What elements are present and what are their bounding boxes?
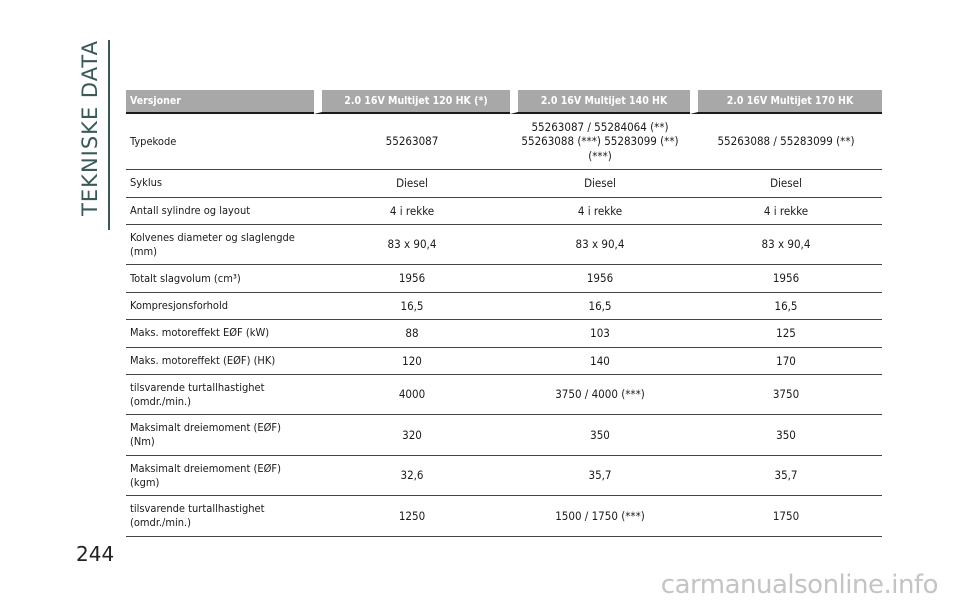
- table-row: [126, 456, 882, 497]
- row-label: Syklus: [126, 170, 314, 197]
- table-row: [126, 265, 882, 292]
- row-value: 16,5: [690, 293, 882, 320]
- row-label: Maksimalt dreiemoment (EØF) (kgm): [126, 456, 314, 497]
- row-value: Diesel: [510, 170, 690, 197]
- table-row: [126, 293, 882, 320]
- row-value: 35,7: [690, 456, 882, 497]
- header-version-120hk: 2.0 16V Multijet 120 HK (*): [314, 90, 510, 114]
- row-value: 3750: [690, 375, 882, 416]
- row-value: 1250: [314, 496, 510, 537]
- row-value: 16,5: [314, 293, 510, 320]
- watermark: carmanualsonline.info: [660, 570, 938, 600]
- row-label: Totalt slagvolum (cm³): [126, 265, 314, 292]
- row-value: 16,5: [510, 293, 690, 320]
- row-value: 125: [690, 320, 882, 347]
- row-value: 4 i rekke: [690, 198, 882, 225]
- row-value: 120: [314, 348, 510, 375]
- row-value: 4 i rekke: [510, 198, 690, 225]
- table-row: [126, 415, 882, 456]
- row-value: 35,7: [510, 456, 690, 497]
- row-value: 88: [314, 320, 510, 347]
- row-label: Maks. motoreffekt EØF (kW): [126, 320, 314, 347]
- row-value: 1956: [314, 265, 510, 292]
- page-number: 244: [76, 542, 115, 566]
- engine-spec-table: [126, 90, 882, 537]
- table-row: [126, 225, 882, 266]
- row-value: 170: [690, 348, 882, 375]
- table-row: [126, 496, 882, 537]
- row-value: 320: [314, 415, 510, 456]
- row-value: 350: [510, 415, 690, 456]
- row-label: Antall sylindre og layout: [126, 198, 314, 225]
- row-value: 32,6: [314, 456, 510, 497]
- row-value: 4000: [314, 375, 510, 416]
- row-value: 1500 / 1750 (***): [510, 496, 690, 537]
- section-title-text: TEKNISKE DATA: [78, 40, 102, 216]
- header-versions: Versjoner: [126, 90, 314, 114]
- header-version-140hk: 2.0 16V Multijet 140 HK: [510, 90, 690, 114]
- row-value: Diesel: [314, 170, 510, 197]
- row-value: 83 x 90,4: [690, 225, 882, 266]
- table-header-row: [126, 90, 882, 114]
- row-label: Maksimalt dreiemoment (EØF) (Nm): [126, 415, 314, 456]
- table-row: [126, 320, 882, 347]
- row-label: Typekode: [126, 114, 314, 170]
- row-value: 83 x 90,4: [510, 225, 690, 266]
- row-value: 1750: [690, 496, 882, 537]
- table-header: [126, 90, 882, 114]
- row-value: 55263087: [314, 114, 510, 170]
- row-value: 3750 / 4000 (***): [510, 375, 690, 416]
- row-value: 55263088 / 55283099 (**): [690, 114, 882, 170]
- section-title: [68, 40, 112, 230]
- table-row: [126, 170, 882, 197]
- row-value: 350: [690, 415, 882, 456]
- row-value: 55263087 / 55284064 (**) 55263088 (***) 55283099 (**) (***): [510, 114, 690, 170]
- row-value: 140: [510, 348, 690, 375]
- row-label: tilsvarende turtallhastighet (omdr./min.): [126, 375, 314, 416]
- row-value: 1956: [510, 265, 690, 292]
- section-title-rule: [108, 40, 110, 230]
- row-value: 4 i rekke: [314, 198, 510, 225]
- table-body: [126, 114, 882, 537]
- row-label: tilsvarende turtallhastighet (omdr./min.): [126, 496, 314, 537]
- table-row: [126, 114, 882, 170]
- table-row: [126, 375, 882, 416]
- row-value: 103: [510, 320, 690, 347]
- row-label: Maks. motoreffekt (EØF) (HK): [126, 348, 314, 375]
- header-version-170hk: 2.0 16V Multijet 170 HK: [690, 90, 882, 114]
- table-row: [126, 348, 882, 375]
- row-value: Diesel: [690, 170, 882, 197]
- row-value: 1956: [690, 265, 882, 292]
- table-row: [126, 198, 882, 225]
- row-value: 83 x 90,4: [314, 225, 510, 266]
- row-label: Kompresjonsforhold: [126, 293, 314, 320]
- row-label: Kolvenes diameter og slaglengde (mm): [126, 225, 314, 266]
